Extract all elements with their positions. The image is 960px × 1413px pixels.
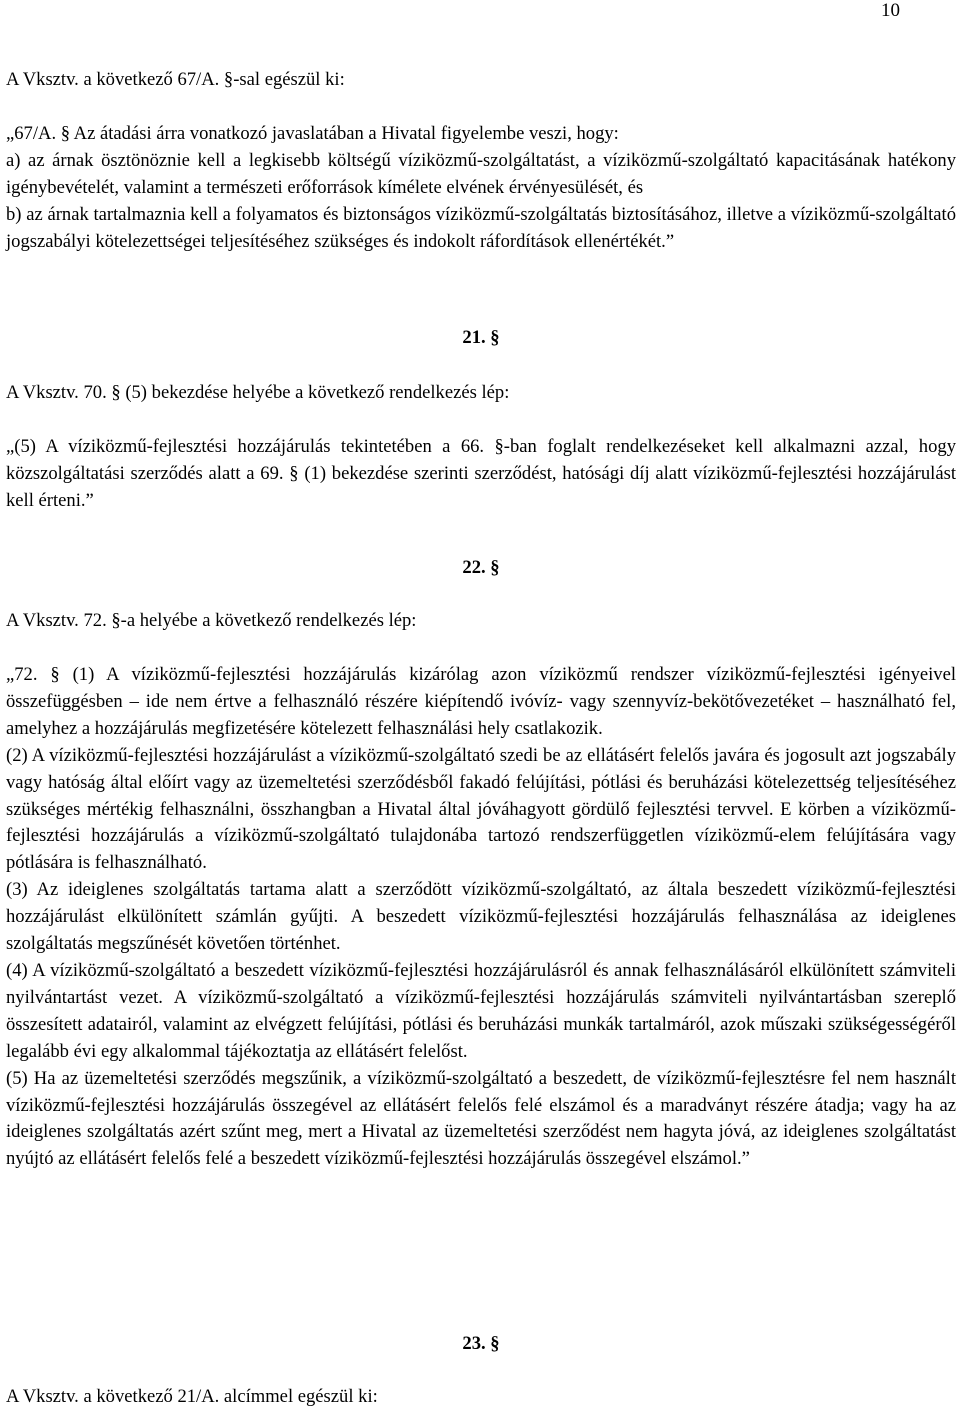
amendment-intro-21a: A Vksztv. a következő 21/A. alcímmel egészül ki: [6,1386,378,1407]
section-72-para-1: „72. § (1) A víziközmű-fejlesztési hozzájárulás kizárólag azon víziközmű rendszer víziközmű-fejlesztési igényeivel összefüggésben – ide nem értve a felhasználó részére kiépítendő ivóvíz- vagy szennyvíz-bekötővezetéket – használható fel, amelyhez a hozzájárulás megfizetésére kötelezett felhasználási hely csatlakozik. [6,664,956,739]
section-70-5-text: „(5) A víziközmű-fejlesztési hozzájárulás tekintetében a 66. §-ban foglalt rendelkezéseket kell alkalmazni azzal, hogy közszolgáltatási szerződés alatt a 69. § (1) bekezdése szerinti szerződést, hatósági díj alatt víziközmű-fejlesztési hozzájárulást kell érteni.” [6,436,956,511]
section-heading-23: 23. § [462,1333,500,1354]
section-72-para-2: (2) A víziközmű-fejlesztési hozzájárulást a víziközmű-szolgáltató szedi be az ellátásért felelős javára és jogosult azt jogszabály vagy hatóság által előírt vagy az üzemeltetési szerződésből fakadó felújítási, pótlási és beruházási kötelezettség teljesítéséhez szükséges mértékig felhasználni, összhangban a Hivatal által jóváhagyott gördülő fejlesztési tervvel. E körben a víziközmű-fejlesztési hozzájárulás a víziközmű-szolgáltató tulajdonába tartozó rendszerfüggetlen víziközmű-elem felújítására vagy pótlására is felhasználható. [6,744,956,874]
section-72-para-3: (3) Az ideiglenes szolgáltatás tartama alatt a szerződött víziközmű-szolgáltató, az általa beszedett víziközmű-fejlesztési hozzájárulást elkülönített számlán gyűjti. A beszedett víziközmű-fejlesztési hozzájárulás felhasználása az ideiglenes szolgáltatás megszűnését követően történhet. [6,879,956,955]
amendment-intro-72: A Vksztv. 72. §-a helyébe a következő rendelkezés lép: [6,610,417,631]
amendment-intro-70-5: A Vksztv. 70. § (5) bekezdése helyébe a következő rendelkezés lép: [6,382,510,403]
section-72-para-5: (5) Ha az üzemeltetési szerződés megszűnik, a víziközmű-szolgáltató a beszedett, de víziközmű-fejlesztésre fel nem használt víziközmű-fejlesztési hozzájárulás összegével az ellátásért felelős felé elszámol és a maradványt részére átadja; vagy ha az ideiglenes szolgáltatás azért szűnt meg, mert a Hivatal az üzemeltetési szerződést nem hagyta jóvá, az ideiglenes szolgáltatást nyújtó az ellátásért felelős felé a beszedett víziközmű-fejlesztési hozzájárulás összegével elszámol.” [6,1067,956,1170]
section-67a-point-a: a) az árnak ösztönöznie kell a legkisebb költségű víziközmű-szolgáltatást, a víziközmű-szolgáltató kapacitásának hatékony igénybevételét, valamint a természeti erőforrások kímélete elvének érvényesülését, és [6,149,956,198]
section-heading-22: 22. § [462,557,500,578]
amendment-intro-67a: A Vksztv. a következő 67/A. §-sal egészül ki: [6,69,345,90]
section-67a-point-b: b) az árnak tartalmaznia kell a folyamatos és biztonságos víziközmű-szolgáltatás biztosításához, illetve a víziközmű-szolgáltató jogszabályi kötelezettségei teljesítéséhez szükséges és indokolt ráfordítások ellenértékét.” [6,203,956,252]
page-number: 10 [881,0,900,21]
section-67a-block [6,121,956,256]
section-72-block [6,662,956,1173]
section-67a-lead: „67/A. § Az átadási árra vonatkozó javaslatában a Hivatal figyelembe veszi, hogy: [6,123,619,144]
section-heading-21: 21. § [462,327,500,348]
section-72-para-4: (4) A víziközmű-szolgáltató a beszedett víziközmű-fejlesztési hozzájárulásról és annak felhasználásáról elkülönített számviteli nyilvántartást vezet. A víziközmű-szolgáltató a víziközmű-fejlesztési hozzájárulás számviteli nyilvántartásban szereplő összesített adatairól, valamint az elvégzett felújítási, pótlási és beruházási munkák tartalmáról, azok műszaki szükségességéről legalább évi egy alkalommal tájékoztatja az ellátásért felelőst. [6,959,956,1062]
